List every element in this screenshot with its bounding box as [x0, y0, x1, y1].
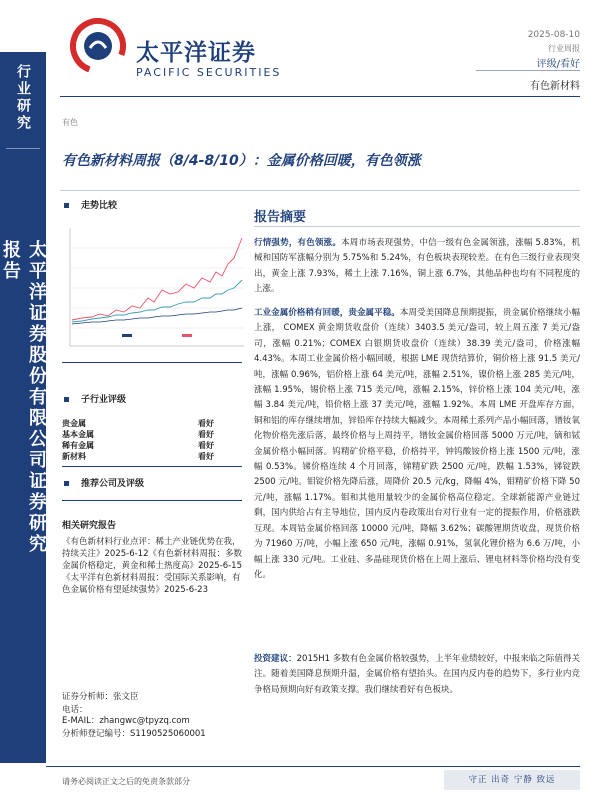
sub-rating-row: 稀有金属 看好: [62, 441, 214, 450]
summary-para-1-lead: 行情强势，有色领涨。: [254, 238, 342, 248]
analyst-phone: 电话：: [62, 705, 88, 715]
chart-series-3-line: [72, 308, 242, 324]
pacific-securities-logo-icon: [70, 18, 126, 74]
related-research-head: 相关研究报告: [62, 521, 117, 531]
bullet-square-icon: [64, 203, 69, 208]
sector-name: 有色新材料: [530, 81, 580, 92]
footer-disclaimer: 请务必阅读正文之后的免责条款部分: [62, 777, 190, 786]
report-date: 2025-08-10: [527, 30, 580, 40]
header-divider: [476, 70, 580, 71]
summary-para-2: [254, 306, 580, 583]
sub-rating-row: 新材料 看好: [62, 452, 214, 461]
recommend-section-head: 推荐公司及评级: [62, 476, 144, 490]
sidebar-divider: [6, 148, 40, 149]
report-title: 有色新材料周报（8/4-8/10）：金属价格回暖，有色领涨: [62, 153, 421, 169]
summary-para-2-lead: 工业金属价格稍有回暖，贵金属平稳。: [254, 308, 400, 318]
summary-rule: [254, 226, 580, 227]
summary-para-3-lead: 投资建议：: [254, 654, 297, 664]
bullet-square-icon: [64, 397, 69, 402]
title-rule: [60, 190, 580, 191]
footer-rule: [46, 766, 580, 767]
header-rule: [60, 96, 580, 97]
summary-heading: 报告摘要: [254, 210, 307, 225]
chart-series-1-line: [72, 238, 242, 320]
analyst-name: 证券分析师：张文臣: [62, 692, 139, 702]
chart-box-bottom: [62, 362, 242, 363]
analyst-license: 分析师登记编号：S1190525060001: [62, 729, 206, 739]
industry-tag: 有色: [62, 118, 78, 127]
report-type: 行业周报: [548, 44, 580, 53]
legend-swatch-1: [122, 334, 132, 337]
sidebar-category: [0, 52, 46, 142]
sidebar-category-label: 行业研究: [15, 64, 31, 132]
footer-motto: 守正 出奇 宁静 致远: [444, 770, 580, 790]
sub-rating-box-bottom: [62, 466, 242, 467]
sidebar-firm: [0, 240, 46, 560]
sub-rating-row: 贵金属 看好: [62, 419, 214, 428]
logo-text-cn: 太平洋证券: [136, 40, 256, 66]
industry-rating: 评级/看好: [536, 59, 580, 70]
sub-rating-row: 基本金属 看好: [62, 430, 214, 439]
summary-para-1: [254, 236, 580, 298]
analyst-email: E-MAIL：zhangwc@tpyzq.com: [62, 716, 190, 726]
chart-gridlines: [70, 248, 244, 328]
chart-series-2-line: [72, 280, 242, 322]
legend-swatch-2: [182, 334, 192, 337]
trend-section-head: 走势比较: [62, 198, 117, 212]
summary-para-2-text: 本周受美国降息预期提振，贵金属价格继续小幅上涨， COMEX 黄金期货收盘价（连续）3403.5 美元/盎司，较上周五涨 7 美元/盎司，涨幅 0.21%；COMEX 白银期货收盘价（连续）38.39 美元/盎司，价格涨幅 4.43%。本周工业金属价格小幅回暖，根据 LME 现货结算价，铜价格上涨 91.5 美元/吨，涨幅 0.96%，铝价格上涨 64 美元/吨，涨幅 2.51%，镍价格上涨 285 美元/吨，涨幅 1.95%，锡价格上涨 715 美元/吨，涨幅 2.15%，锌价格上涨 104 美元/吨，涨幅 3.84 美元/吨，铅价格上涨 37 美元/吨，涨幅 1.92%。本周 LME 开盘库存方面，铜和铝的库存继续增加，锌铅库存持续大幅减少。本周稀土系列产品小幅回落，镨钕氧化物价格先涨后落，最终价格与上周持平，镨钕金属价格回落 5000 万元/吨，镝和铽金属价格小幅回落。钨精矿价格平稳，价格持平，钟钨酸铵价格上涨 1500 元/吨，涨幅 0.53%。锑价格连续 4 个月回落，锑精矿跌 2500 元/吨，跌幅 1.53%，锑锭跌 2500 元/吨。钼锭价格先降后涨，周降价 20.5 元/kg，降幅 4%，钼精矿价格下降 50 元/吨，涨幅 1.17%。钼和其他用量较少的金属价格高位稳定。全球新能源产业链过剩，国内供给占有主导地位，国内反内卷政策出台对行业有一定的提振作用，价格涨跌互现。本周钴金属价格回落 10000 元/吨，降幅 3.62%；碳酸锂期货收盘，现货价格为 71960 万/吨，小幅上涨 650 元/吨，涨幅 0.91%，氢氧化锂价格为 6.6 万/吨，小幅上涨 330 元/吨。工业硅、多晶硅现货价格在上周上涨后、锂电材料等价格均没有变化。: [254, 308, 580, 580]
bullet-square-icon: [64, 481, 69, 486]
sub-rating-section-head: 子行业评级: [62, 392, 126, 406]
summary-para-1-text: 本周市场表现强势，中信一级有色金属领涨，涨幅 5.83%，机械和国防军涨幅分别为 5.75%和 5.24%，有色板块表现较差。在有色三级行业表现突出，黄金上涨 7.93%，稀土上涨 7.16%，铜上涨 6.7%，其他品种也均有不同程度的上涨。: [254, 238, 580, 295]
recommend-box-bottom: [62, 500, 242, 501]
summary-para-3-text: 2015H1 多数有色金属价格较强势，上半年业绩较好，中报来临之际值得关注。随着美国降息预期升温，金属价格有望抬头。在国内反内卷的趋势下，多行业内竞争格局预期向好有政策支撑。我们继续看好有色板块。: [254, 654, 580, 695]
sidebar-firm-label: 太平洋证券股份有限公司证券研究报告: [0, 240, 47, 555]
summary-para-3: [254, 652, 580, 698]
trend-chart: [62, 218, 246, 358]
logo-text-en: PACIFIC SECURITIES: [136, 66, 282, 79]
related-research-list: 《有色新材料行业点评：稀土产业链优势在我，持续关注》2025-6-12《有色新材料周报：多数金属价格稳定，黄金和稀土热度高》2025-6-15《太平洋有色新材料周报：受国际关系影响，有色金属价格有望延续强势》2025-6-23: [62, 537, 242, 595]
